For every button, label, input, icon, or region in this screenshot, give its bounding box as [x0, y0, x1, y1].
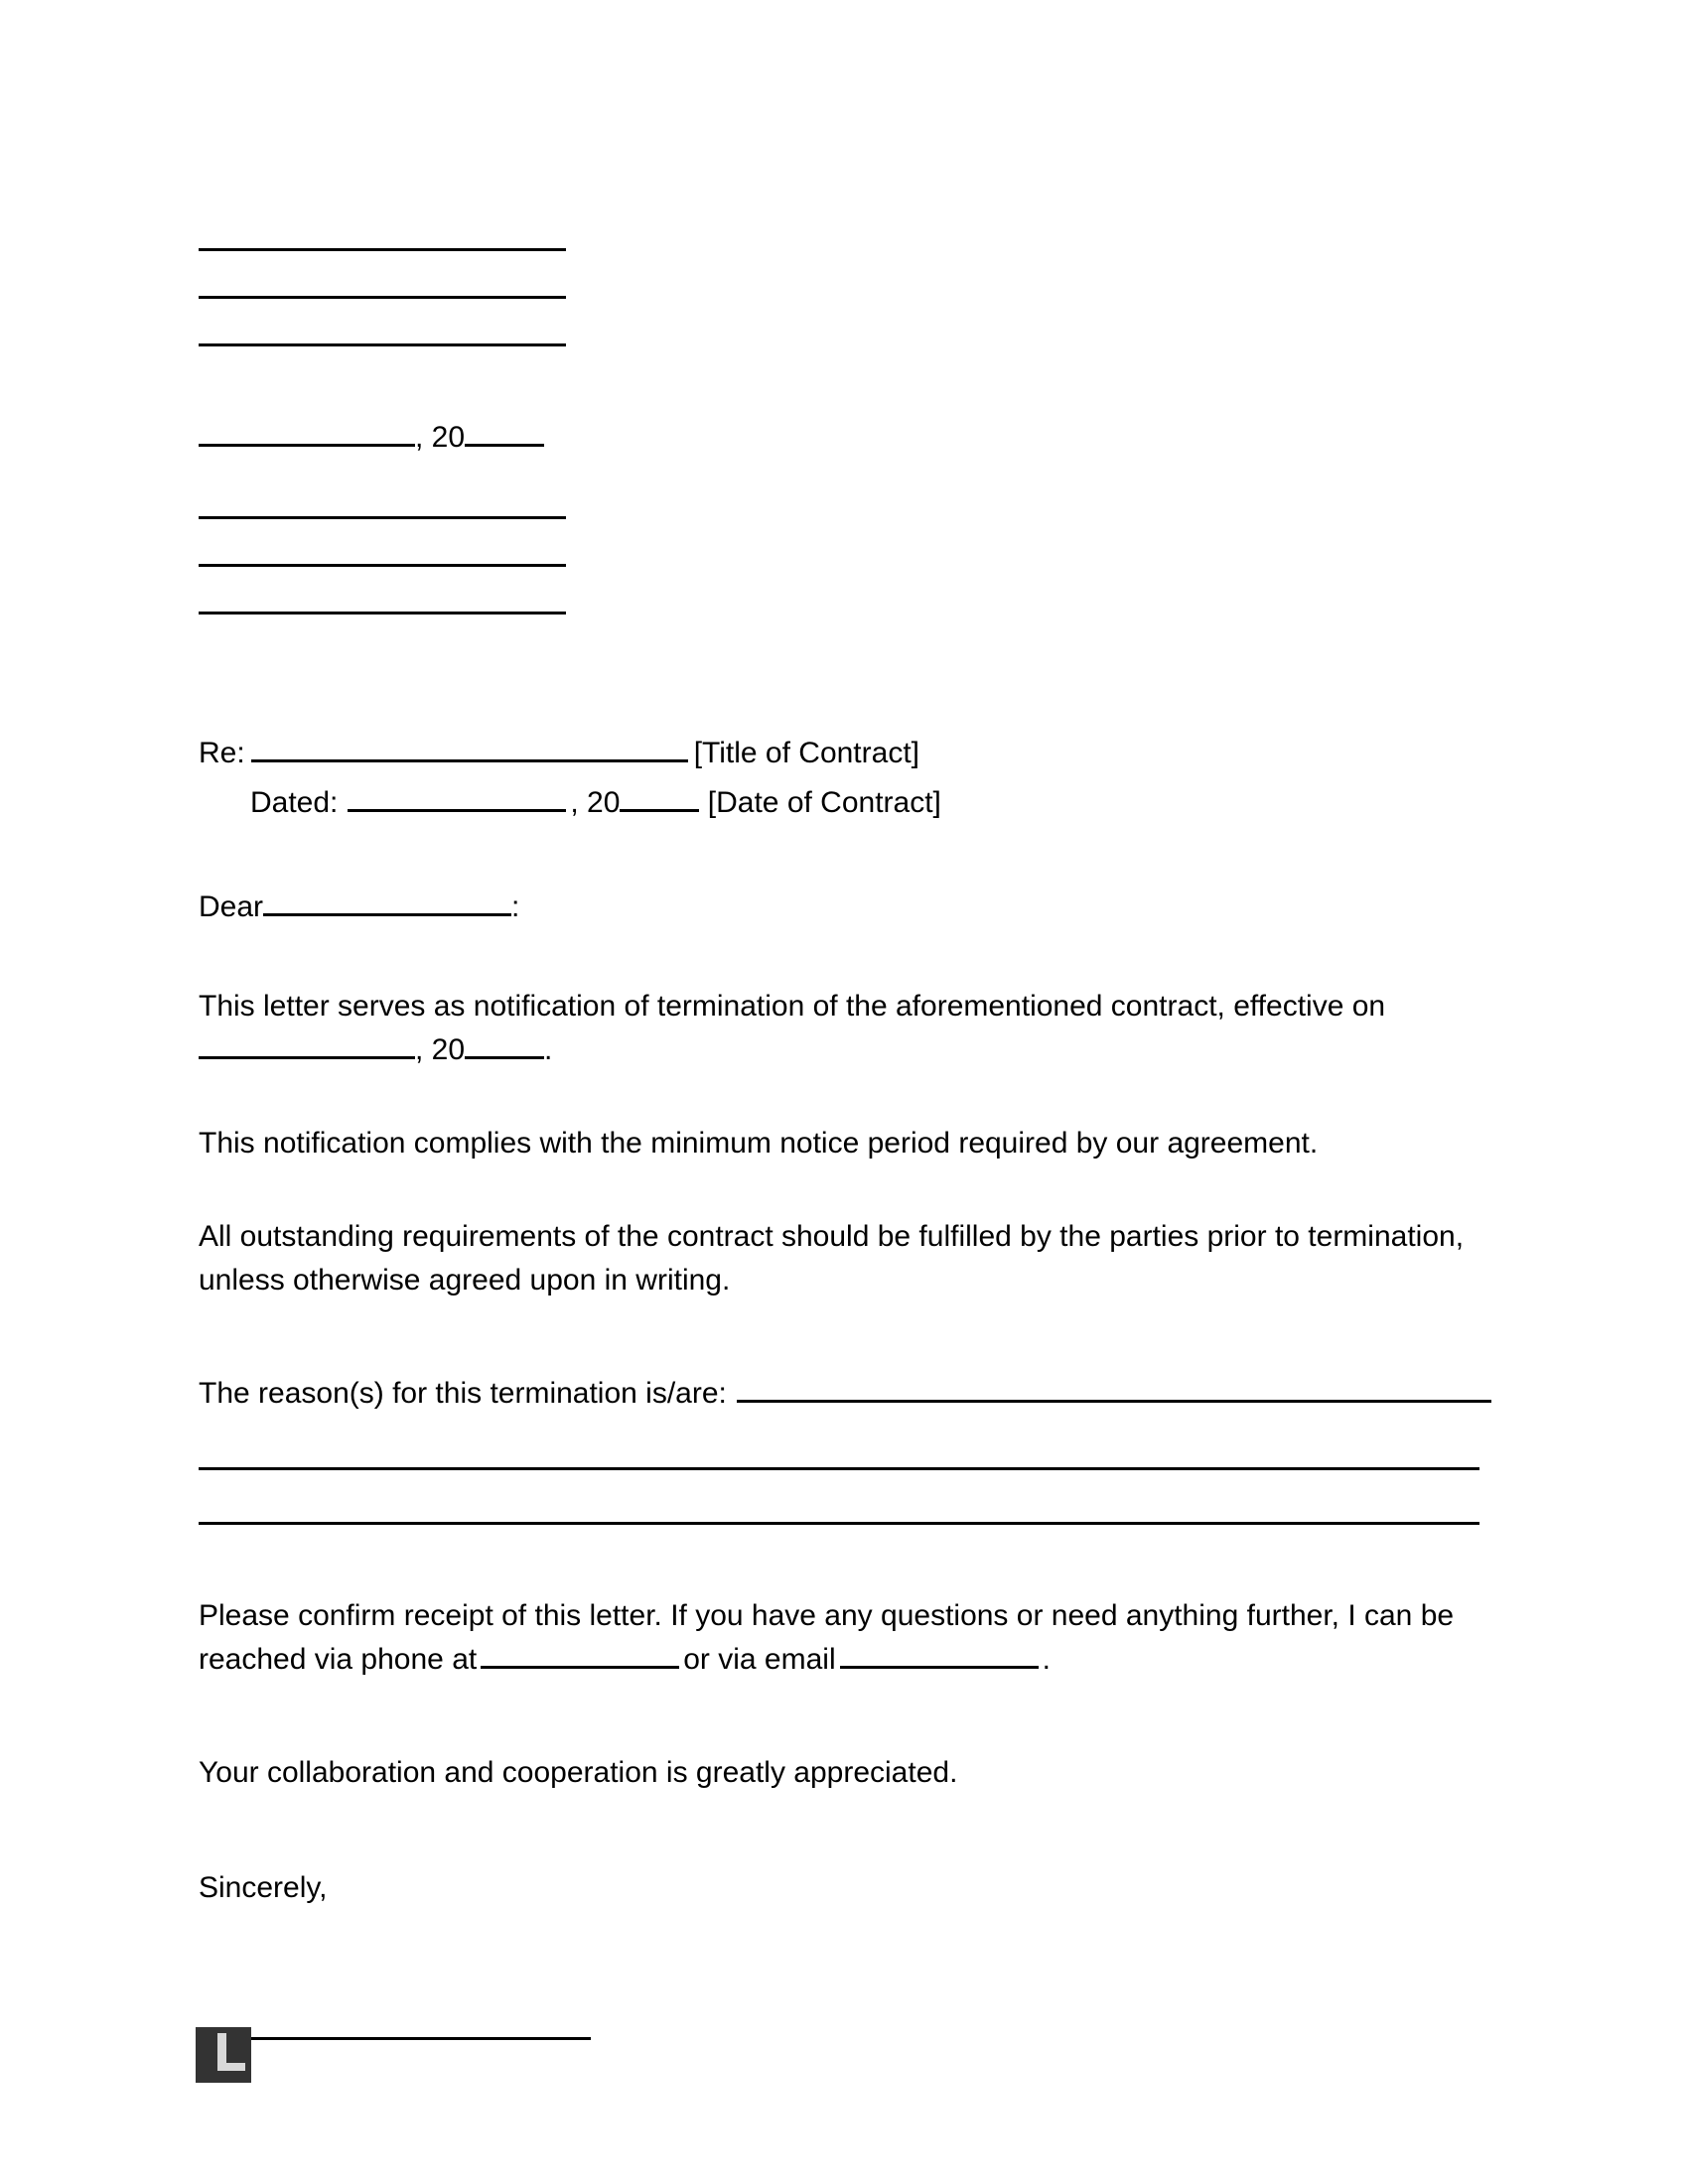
- effective-year-prefix: , 20: [415, 1033, 466, 1066]
- re-hint: [Title of Contract]: [693, 737, 919, 769]
- sender-address-line-1[interactable]: [199, 516, 566, 519]
- reason-row: [199, 1372, 1489, 1416]
- letter-body: [199, 0, 1489, 2040]
- dated-hint: [Date of Contract]: [707, 786, 941, 819]
- paragraph-contact-text: Please confirm receipt of this letter. If you have any questions or need anything further, I can be reached via phone at: [199, 1599, 1455, 1676]
- reason-blank-line-2[interactable]: [199, 1467, 1479, 1470]
- effective-year-blank[interactable]: [465, 1056, 544, 1059]
- subject-block: [199, 729, 1489, 828]
- salutation-prefix: Dear: [199, 890, 264, 923]
- paragraph-notification: [199, 985, 1479, 1072]
- dated-label: Dated:: [250, 786, 339, 819]
- dated-year-blank[interactable]: [620, 809, 699, 812]
- salutation-row: [199, 887, 1489, 927]
- recipient-address-line-1[interactable]: [199, 248, 566, 251]
- sender-address-block: [199, 516, 566, 614]
- recipient-address-block: [199, 248, 566, 346]
- recipient-address-line-3[interactable]: [199, 343, 566, 346]
- re-value-blank[interactable]: [251, 759, 688, 762]
- signature-blank-line[interactable]: [199, 2037, 591, 2040]
- re-label: Re:: [199, 737, 245, 769]
- salutation-name-blank[interactable]: [263, 913, 511, 916]
- recipient-address-line-2[interactable]: [199, 296, 566, 299]
- date-year-blank[interactable]: [465, 444, 544, 447]
- reason-blank-line-3[interactable]: [199, 1522, 1479, 1525]
- closing-salutation: Sincerely,: [199, 1871, 328, 1904]
- letter-date-line: [199, 421, 1489, 455]
- dated-year-prefix: , 20: [570, 786, 621, 819]
- reason-blank-line-1[interactable]: [737, 1400, 1491, 1403]
- sender-address-line-2[interactable]: [199, 564, 566, 567]
- reason-label: The reason(s) for this termination is/are:: [199, 1377, 727, 1410]
- phone-blank[interactable]: [481, 1666, 679, 1669]
- email-blank[interactable]: [840, 1666, 1039, 1669]
- paragraph-contact: [199, 1594, 1479, 1682]
- paragraph-notice-period: This notification complies with the minimum notice period required by our agreement.: [199, 1127, 1319, 1160]
- date-month-day-blank[interactable]: [199, 444, 415, 447]
- paragraph-outstanding-requirements: All outstanding requirements of the contract should be fulfilled by the parties prior to termination, unless otherwise agreed upon in writing.: [199, 1220, 1465, 1297]
- dated-row: [199, 778, 1489, 828]
- paragraph-contact-middle: or via email: [683, 1643, 836, 1676]
- legal-templates-logo-icon: [196, 2027, 251, 2083]
- sender-address-line-3[interactable]: [199, 612, 566, 614]
- effective-period: .: [544, 1033, 553, 1066]
- paragraph-appreciation: Your collaboration and cooperation is greatly appreciated.: [199, 1756, 958, 1789]
- paragraph-notification-text: This letter serves as notification of termination of the aforementioned contract, effective on: [199, 990, 1386, 1023]
- dated-value-blank[interactable]: [348, 809, 566, 812]
- salutation-suffix: :: [511, 890, 520, 923]
- paragraph-contact-period: .: [1042, 1643, 1051, 1676]
- effective-date-blank[interactable]: [199, 1056, 415, 1059]
- logo-letter-foot: [217, 2063, 245, 2071]
- date-year-prefix: , 20: [415, 421, 466, 454]
- re-row: [199, 729, 1489, 778]
